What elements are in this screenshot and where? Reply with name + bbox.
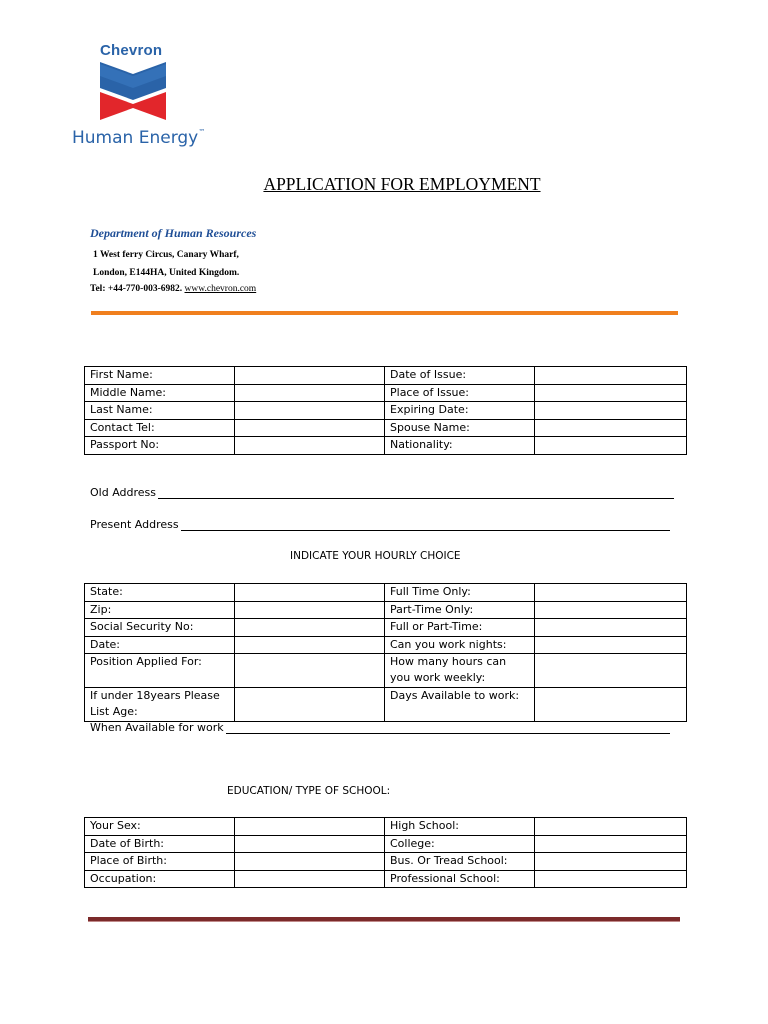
when-available-field bbox=[90, 721, 670, 734]
telephone: Tel: +44-770-003-6982. bbox=[90, 284, 183, 294]
field-input[interactable] bbox=[235, 437, 385, 455]
field-input[interactable] bbox=[235, 835, 385, 853]
field-label: Full or Part-Time: bbox=[385, 619, 535, 637]
field-label: Last Name: bbox=[85, 402, 235, 420]
field-label: Part-Time Only: bbox=[385, 601, 535, 619]
field-input[interactable] bbox=[235, 402, 385, 420]
field-input[interactable] bbox=[535, 688, 687, 722]
table-row bbox=[85, 384, 687, 402]
field-label: Position Applied For: bbox=[85, 654, 235, 688]
table-row bbox=[85, 601, 687, 619]
table-row bbox=[85, 870, 687, 888]
field-input[interactable] bbox=[235, 654, 385, 688]
field-label: Nationality: bbox=[385, 437, 535, 455]
field-label: How many hours can you work weekly: bbox=[385, 654, 535, 688]
old-address-input[interactable] bbox=[158, 488, 674, 499]
when-available-label: When Available for work bbox=[90, 721, 224, 734]
field-label: Place of Issue: bbox=[385, 384, 535, 402]
field-input[interactable] bbox=[235, 818, 385, 836]
field-label: Full Time Only: bbox=[385, 584, 535, 602]
field-input[interactable] bbox=[535, 835, 687, 853]
field-label: Contact Tel: bbox=[85, 419, 235, 437]
field-input[interactable] bbox=[235, 870, 385, 888]
field-input[interactable] bbox=[535, 853, 687, 871]
field-input[interactable] bbox=[535, 636, 687, 654]
table-row bbox=[85, 402, 687, 420]
field-label: Zip: bbox=[85, 601, 235, 619]
present-address-label: Present Address bbox=[90, 518, 179, 531]
field-input[interactable] bbox=[535, 601, 687, 619]
field-input[interactable] bbox=[535, 437, 687, 455]
field-input[interactable] bbox=[235, 584, 385, 602]
chevron-logo bbox=[72, 40, 206, 152]
table-row bbox=[85, 437, 687, 455]
field-label: Occupation: bbox=[85, 870, 235, 888]
field-input[interactable] bbox=[235, 601, 385, 619]
field-label: Expiring Date: bbox=[385, 402, 535, 420]
present-address-field bbox=[90, 518, 670, 531]
field-label: Date: bbox=[85, 636, 235, 654]
field-label: Passport No: bbox=[85, 437, 235, 455]
field-input[interactable] bbox=[535, 367, 687, 385]
field-input[interactable] bbox=[235, 367, 385, 385]
old-address-field bbox=[90, 486, 674, 499]
field-label: Middle Name: bbox=[85, 384, 235, 402]
footer-divider bbox=[88, 917, 680, 922]
old-address-label: Old Address bbox=[90, 486, 156, 499]
field-label: Social Security No: bbox=[85, 619, 235, 637]
chevron-emblem-icon bbox=[98, 58, 168, 124]
field-label: State: bbox=[85, 584, 235, 602]
table-row bbox=[85, 636, 687, 654]
field-input[interactable] bbox=[535, 584, 687, 602]
field-label: Can you work nights: bbox=[385, 636, 535, 654]
header-divider bbox=[91, 311, 678, 315]
field-input[interactable] bbox=[535, 619, 687, 637]
field-input[interactable] bbox=[535, 384, 687, 402]
field-label: Your Sex: bbox=[85, 818, 235, 836]
department-name: Department of Human Resources bbox=[90, 226, 257, 240]
when-available-input[interactable] bbox=[226, 723, 670, 734]
education-table bbox=[84, 817, 687, 888]
personal-details-table bbox=[84, 366, 687, 455]
logo-brand-text: Chevron bbox=[100, 42, 163, 59]
contact-line bbox=[90, 284, 256, 294]
table-row bbox=[85, 419, 687, 437]
field-label: Professional School: bbox=[385, 870, 535, 888]
table-row bbox=[85, 584, 687, 602]
table-row bbox=[85, 619, 687, 637]
table-row bbox=[85, 688, 687, 722]
education-heading: EDUCATION/ TYPE OF SCHOOL: bbox=[227, 785, 391, 797]
logo-tagline: Human Energy™ bbox=[72, 128, 206, 148]
field-input[interactable] bbox=[235, 419, 385, 437]
page-title: APPLICATION FOR EMPLOYMENT bbox=[263, 174, 541, 194]
address-line-1: 1 West ferry Circus, Canary Wharf, bbox=[93, 250, 239, 260]
field-input[interactable] bbox=[235, 853, 385, 871]
field-input[interactable] bbox=[535, 654, 687, 688]
hourly-choice-heading: INDICATE YOUR HOURLY CHOICE bbox=[290, 550, 461, 562]
field-label: First Name: bbox=[85, 367, 235, 385]
field-label: Date of Birth: bbox=[85, 835, 235, 853]
address-line-2: London, E144HA, United Kingdom. bbox=[93, 268, 240, 278]
field-input[interactable] bbox=[235, 688, 385, 722]
field-label: Place of Birth: bbox=[85, 853, 235, 871]
table-row bbox=[85, 835, 687, 853]
field-input[interactable] bbox=[235, 619, 385, 637]
field-input[interactable] bbox=[535, 870, 687, 888]
website-link[interactable]: www.chevron.com bbox=[184, 284, 257, 294]
field-input[interactable] bbox=[235, 384, 385, 402]
field-label: Bus. Or Tread School: bbox=[385, 853, 535, 871]
field-input[interactable] bbox=[535, 818, 687, 836]
field-label: Days Available to work: bbox=[385, 688, 535, 722]
table-row bbox=[85, 853, 687, 871]
field-input[interactable] bbox=[235, 636, 385, 654]
field-label: Spouse Name: bbox=[385, 419, 535, 437]
table-row bbox=[85, 654, 687, 688]
field-input[interactable] bbox=[535, 402, 687, 420]
field-label: College: bbox=[385, 835, 535, 853]
field-label: If under 18years Please List Age: bbox=[85, 688, 235, 722]
hourly-choice-table bbox=[84, 583, 687, 722]
field-label: High School: bbox=[385, 818, 535, 836]
field-label: Date of Issue: bbox=[385, 367, 535, 385]
table-row bbox=[85, 367, 687, 385]
present-address-input[interactable] bbox=[181, 520, 670, 531]
field-input[interactable] bbox=[535, 419, 687, 437]
table-row bbox=[85, 818, 687, 836]
